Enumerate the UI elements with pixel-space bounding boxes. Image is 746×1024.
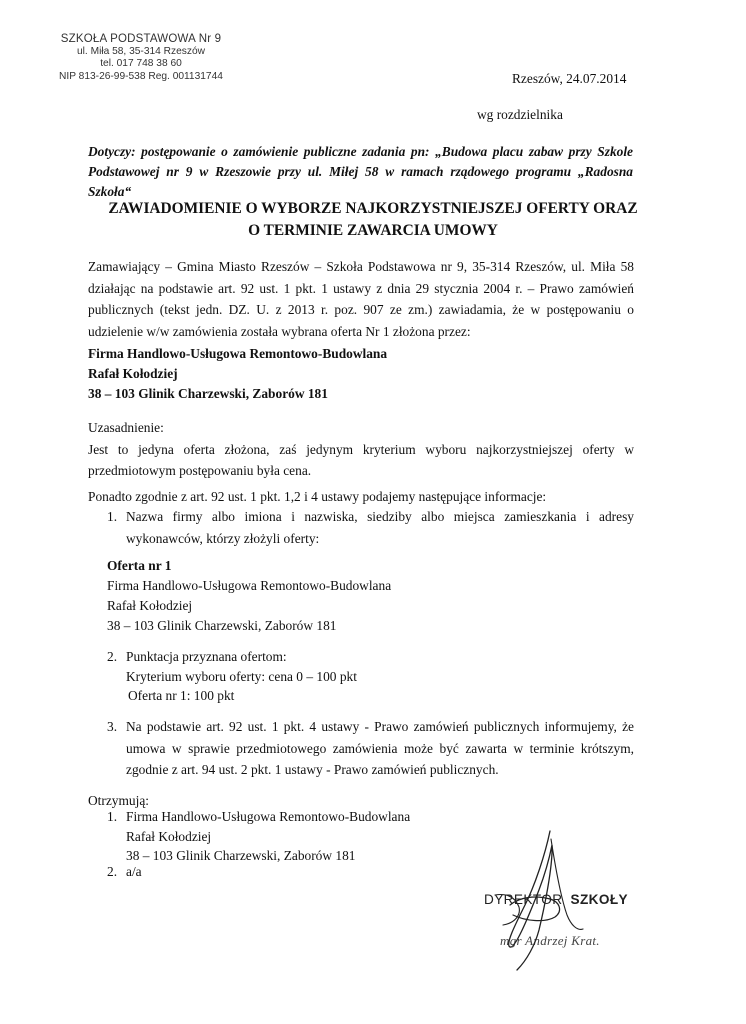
document-title: [80, 198, 666, 242]
item-scoring-result: Oferta nr 1: 100 pkt: [128, 688, 235, 703]
handwritten-signature: [455, 825, 685, 975]
list-item: [107, 861, 307, 883]
receiver-company: Firma Handlowo-Usługowa Remontowo-Budowlana: [126, 809, 411, 824]
justification-label: Uzasadnienie:: [88, 420, 164, 435]
justification-section: [88, 417, 634, 482]
offer-company: Firma Handlowo-Usługowa Remontowo-Budowlana: [107, 578, 392, 593]
item-number: 2.: [107, 649, 118, 664]
school-stamp: [46, 33, 236, 83]
stamp-phone: tel. 017 748 38 60: [100, 58, 182, 69]
offer-block: [107, 556, 391, 636]
list-item: [107, 807, 507, 866]
title-line-2: O TERMINIE ZAWARCIA UMOWY: [248, 222, 498, 239]
winning-company: [88, 344, 387, 404]
intro-paragraph: Zamawiający – Gmina Miasto Rzeszów – Szkoła Podstawowa nr 9, 35-314 Rzeszów, ul. Miła 58 działając na podstawie art. 92 ust. 1 pkt. 1 ustawy z dnia 29 stycznia 2004 r. – Prawo zamówień publicznych (tekst jedn. DZ. U. z 2013 r. poz. 907 ze zm.) zawiadamia, że w postępowaniu o udzielenie w/w zamówienia została wybrana oferta Nr 1 złożona przez:: [88, 259, 634, 339]
item-number: 1.: [107, 509, 118, 524]
list-item: [107, 716, 634, 781]
distribution-note: wg rozdzielnika: [477, 107, 563, 122]
stamp-nip: NIP 813-26-99-538 Reg. 001131744: [59, 70, 223, 82]
list-item: [107, 647, 634, 706]
receiver-number: 2.: [107, 864, 118, 879]
receiver-number: 1.: [107, 809, 118, 824]
offer-owner: Rafał Kołodziej: [107, 598, 193, 613]
additional-info: Ponadto zgodnie z art. 92 ust. 1 pkt. 1,2 i 4 ustawy podajemy następujące informacje:: [88, 489, 547, 504]
title-line-1: ZAWIADOMIENIE O WYBORZE NAJKORZYSTNIEJSZEJ OFERTY ORAZ: [108, 200, 638, 217]
receiver-archive: a/a: [126, 864, 142, 879]
stamp-address: ul. Miła 58, 35-314 Rzeszów: [77, 45, 205, 57]
justification-text: Jest to jedyna oferta złożona, zaś jedynym kryterium wyboru najkorzystniejszej oferty w przedmiotowym postępowaniu była cena.: [88, 441, 634, 478]
director-name: mgr Andrzej Krat.: [500, 933, 600, 948]
offer-heading: Oferta nr 1: [107, 558, 172, 573]
stamp-school-name: SZKOŁA PODSTAWOWA Nr 9: [60, 33, 222, 45]
subject-line: Dotyczy: postępowanie o zamówienie publiczne zadania pn: „Budowa placu zabaw przy Szkole Podstawowej nr 9 w Rzeszowie przy ul. Miłej 58 w ramach rządowego programu „Radosna Szkoła“: [88, 144, 633, 199]
date-line: Rzeszów, 24.07.2014: [512, 71, 627, 86]
receiver-address: 38 – 103 Glinik Charzewski, Zaborów 181: [126, 848, 356, 863]
winner-name: Firma Handlowo-Usługowa Remontowo-Budowlana: [88, 346, 388, 361]
winner-owner: Rafał Kołodziej: [88, 366, 178, 381]
receivers-heading: Otrzymują:: [88, 793, 149, 808]
director-school: SZKOŁY: [570, 892, 629, 907]
item-scoring-heading: Punktacja przyznana ofertom:: [126, 649, 287, 664]
winner-address: 38 – 103 Glinik Charzewski, Zaborów 181: [88, 386, 328, 401]
receiver-owner: Rafał Kołodziej: [126, 828, 212, 844]
item-text: Nazwa firmy albo imiona i nazwiska, siedziby albo miejsca zamieszkania i adresy wykonawców, którzy złożyli oferty:: [126, 509, 634, 546]
item-text: Na podstawie art. 92 ust. 1 pkt. 4 ustawy - Prawo zamówień publicznych informujemy, że umowa w sprawie przedmiotowego zamówienia może być zawarta w terminie krótszym, zgodnie z art. 94 ust. 2 pkt. 1 ustawy - Prawo zamówień publicznych.: [126, 719, 634, 777]
offer-address: 38 – 103 Glinik Charzewski, Zaborów 181: [107, 618, 337, 633]
item-scoring-criterion: Kryterium wyboru oferty: cena 0 – 100 pkt: [126, 668, 357, 684]
list-item: [107, 506, 634, 549]
item-number: 3.: [107, 719, 118, 734]
director-title: DYREKTOR: [484, 892, 563, 907]
